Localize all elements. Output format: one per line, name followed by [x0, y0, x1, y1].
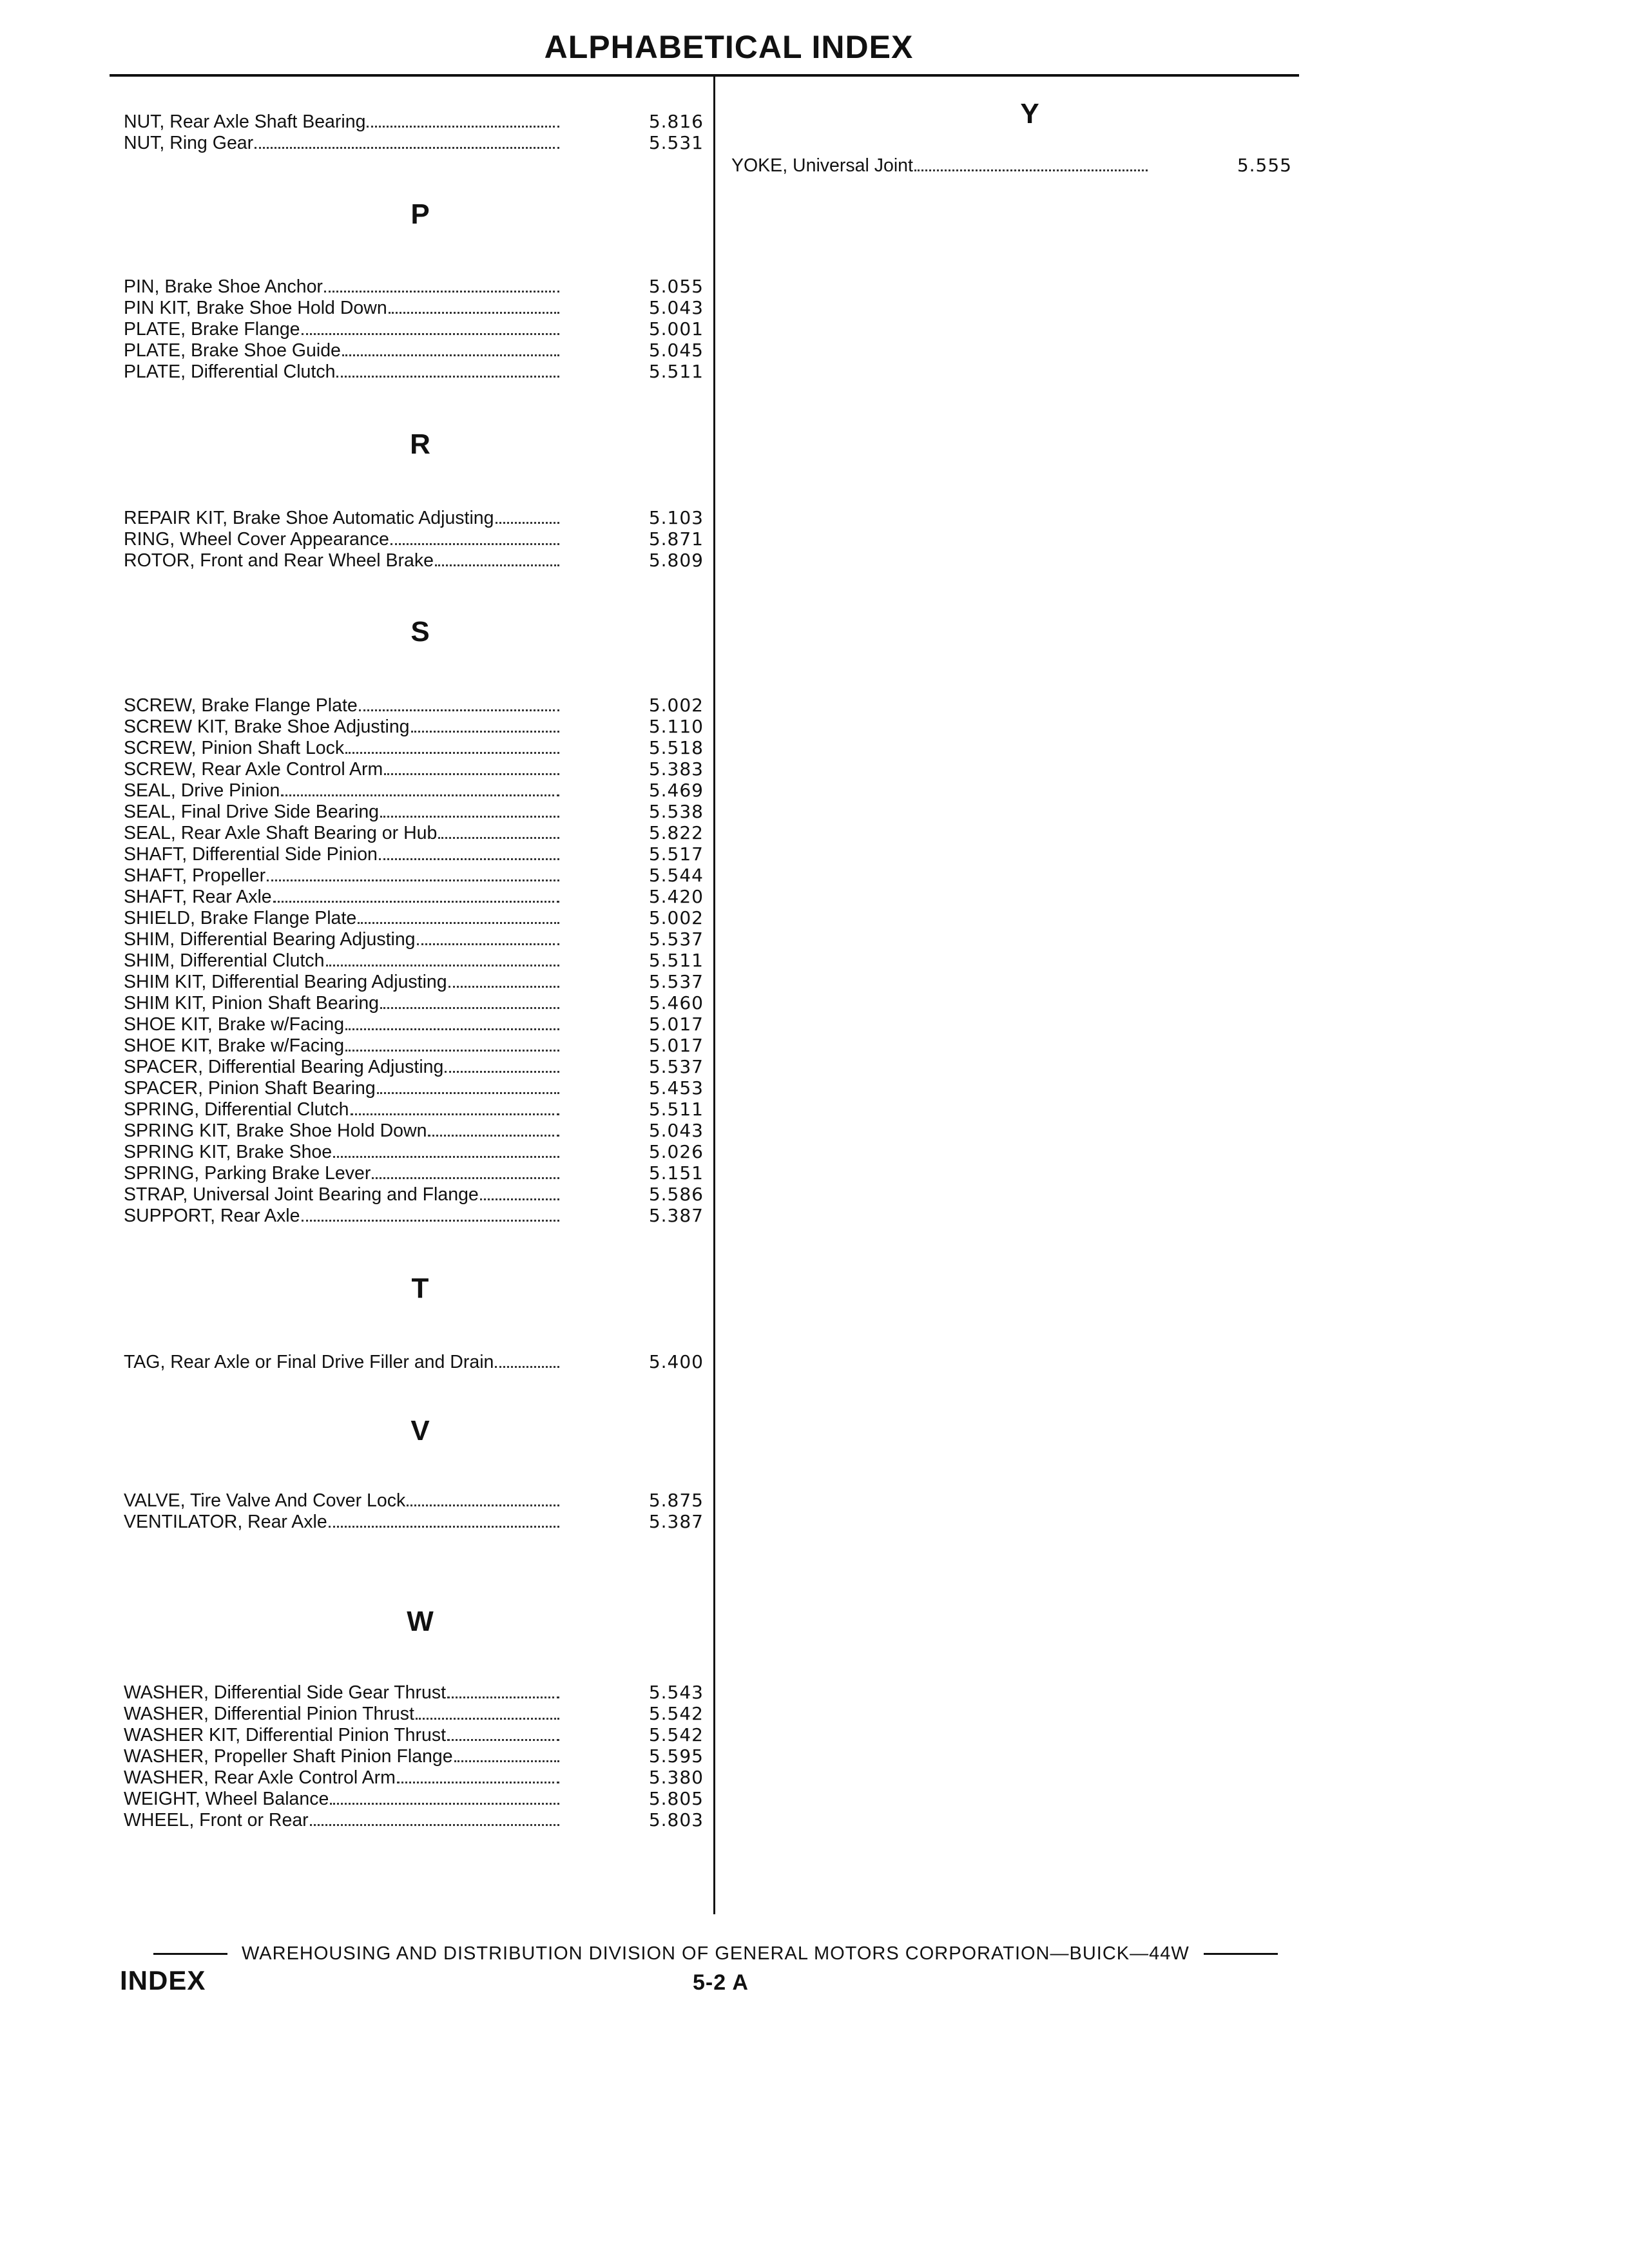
- header-rule: [110, 74, 1299, 77]
- entry-page-number: 5.822: [648, 822, 704, 843]
- entry-name: RING, Wheel Cover Appearance: [124, 529, 389, 550]
- entry-page-number: 5.002: [648, 907, 704, 928]
- entry-page-number: 5.151: [648, 1162, 704, 1184]
- entry-list: [124, 1490, 707, 1532]
- entry-page-number: 5.875: [648, 1490, 704, 1511]
- index-entry: [124, 801, 704, 822]
- index-entry: [731, 155, 1292, 176]
- footer-division-line: [153, 1943, 1320, 1965]
- entry-page-number: 5.002: [648, 695, 704, 716]
- right-column: [731, 98, 1311, 176]
- entry-name: NUT, Rear Axle Shaft Bearing: [124, 111, 366, 132]
- index-entry: [124, 276, 704, 297]
- entry-page-number: 5.544: [648, 865, 704, 886]
- index-entry: [124, 1141, 704, 1162]
- index-entry: [124, 780, 704, 801]
- section-letter-heading: S: [410, 616, 430, 648]
- entry-page-number: 5.518: [648, 737, 704, 758]
- index-entry: [124, 1099, 704, 1120]
- entry-name: WASHER, Propeller Shaft Pinion Flange: [124, 1746, 453, 1767]
- section-letter-heading: R: [410, 428, 430, 460]
- index-section: [124, 616, 707, 1226]
- entry-name: SEAL, Drive Pinion: [124, 780, 280, 801]
- entry-name: SEAL, Final Drive Side Bearing: [124, 802, 380, 822]
- entry-name: SCREW KIT, Brake Shoe Adjusting: [124, 716, 410, 737]
- dot-leader: [380, 802, 559, 818]
- dot-leader: [447, 1682, 559, 1698]
- index-entry: [124, 507, 704, 528]
- page-title: ALPHABETICAL INDEX: [544, 29, 914, 65]
- index-section: [731, 98, 1311, 176]
- entry-page-number: 5.460: [648, 992, 704, 1014]
- entry-name: SUPPORT, Rear Axle: [124, 1206, 300, 1226]
- dot-leader: [389, 298, 559, 314]
- dot-leader: [345, 1014, 559, 1030]
- entry-page-number: 5.043: [648, 1120, 704, 1141]
- footer-page-number: 5-2 A: [693, 1970, 749, 1995]
- entry-page-number: 5.453: [648, 1077, 704, 1099]
- index-section: [124, 428, 707, 571]
- entry-name: WASHER, Differential Pinion Thrust: [124, 1704, 414, 1724]
- entry-name: SHOE KIT, Brake w/Facing: [124, 1014, 345, 1035]
- section-letter-heading: V: [410, 1415, 430, 1446]
- entry-list: [731, 155, 1311, 176]
- entry-name: WASHER, Rear Axle Control Arm: [124, 1767, 396, 1788]
- entry-name: ROTOR, Front and Rear Wheel Brake: [124, 550, 434, 571]
- dot-leader: [438, 823, 559, 839]
- index-entry: [124, 361, 704, 382]
- index-entry: [124, 865, 704, 886]
- entry-name: VALVE, Tire Valve And Cover Lock: [124, 1490, 406, 1511]
- entry-name: SHAFT, Propeller: [124, 865, 266, 886]
- entry-page-number: 5.387: [648, 1511, 704, 1532]
- entry-name: VENTILATOR, Rear Axle: [124, 1512, 327, 1532]
- index-entry: [124, 992, 704, 1014]
- dot-leader: [333, 1142, 559, 1158]
- column-divider: [713, 77, 715, 1914]
- index-entry: [124, 950, 704, 971]
- index-entry: [124, 886, 704, 907]
- entry-page-number: 5.511: [648, 950, 704, 971]
- dot-leader: [914, 155, 1148, 171]
- entry-list: [124, 1351, 707, 1372]
- dot-leader: [367, 111, 559, 128]
- entry-name: SHIM, Differential Clutch: [124, 950, 325, 971]
- section-letter-heading: Y: [1020, 98, 1039, 130]
- entry-page-number: 5.805: [648, 1788, 704, 1809]
- entry-name: YOKE, Universal Joint: [731, 155, 913, 176]
- entry-page-number: 5.586: [648, 1184, 704, 1205]
- dot-leader: [380, 993, 559, 1009]
- entry-page-number: 5.816: [648, 111, 704, 132]
- entry-page-number: 5.517: [648, 843, 704, 865]
- index-entry: [124, 1035, 704, 1056]
- entry-name: WASHER KIT, Differential Pinion Thrust: [124, 1725, 446, 1745]
- entry-page-number: 5.380: [648, 1767, 704, 1788]
- dot-leader: [390, 529, 559, 545]
- entry-page-number: 5.531: [648, 132, 704, 153]
- index-section: [124, 111, 707, 153]
- entry-page-number: 5.555: [1237, 155, 1292, 176]
- entry-name: WHEEL, Front or Rear: [124, 1810, 309, 1831]
- entry-name: SHAFT, Rear Axle: [124, 887, 272, 907]
- entry-page-number: 5.055: [648, 276, 704, 297]
- entry-name: SHOE KIT, Brake w/Facing: [124, 1035, 345, 1056]
- entry-page-number: 5.537: [648, 928, 704, 950]
- footer-division-text: WAREHOUSING AND DISTRIBUTION DIVISION OF GENERAL MOTORS CORPORATION—BUICK—44W: [242, 1943, 1190, 1964]
- entry-name: SPRING, Parking Brake Lever: [124, 1163, 371, 1184]
- index-entry: [124, 1809, 704, 1831]
- entry-name: NUT, Ring Gear: [124, 133, 254, 153]
- index-entry: [124, 340, 704, 361]
- dot-leader: [329, 1512, 559, 1528]
- entry-page-number: 5.103: [648, 507, 704, 528]
- entry-page-number: 5.017: [648, 1014, 704, 1035]
- entry-name: PLATE, Differential Clutch: [124, 361, 336, 382]
- index-entry: [124, 550, 704, 571]
- dot-leader: [302, 319, 559, 335]
- section-letter-heading: P: [410, 198, 430, 230]
- dot-leader: [447, 1725, 559, 1741]
- entry-name: STRAP, Universal Joint Bearing and Flange: [124, 1184, 479, 1205]
- entry-page-number: 5.538: [648, 801, 704, 822]
- entry-name: SHAFT, Differential Side Pinion: [124, 844, 378, 865]
- entry-list: [124, 695, 707, 1226]
- section-letter-heading: W: [407, 1606, 434, 1637]
- entry-page-number: 5.469: [648, 780, 704, 801]
- entry-name: WASHER, Differential Side Gear Thrust: [124, 1682, 446, 1703]
- entry-page-number: 5.595: [648, 1745, 704, 1767]
- dot-leader: [480, 1184, 559, 1200]
- index-entry: [124, 318, 704, 340]
- dot-leader: [411, 716, 559, 733]
- entry-name: SPRING, Differential Clutch: [124, 1099, 349, 1120]
- index-entry: [124, 928, 704, 950]
- index-entry: [124, 111, 704, 132]
- entry-page-number: 5.542: [648, 1724, 704, 1745]
- dot-leader: [372, 1163, 559, 1179]
- entry-name: REPAIR KIT, Brake Shoe Automatic Adjusting: [124, 508, 494, 528]
- dot-leader: [454, 1746, 559, 1762]
- dot-leader: [407, 1490, 559, 1506]
- index-entry: [124, 1056, 704, 1077]
- entry-list: [124, 1682, 707, 1831]
- entry-page-number: 5.400: [648, 1351, 704, 1372]
- entry-name: SCREW, Rear Axle Control Arm: [124, 759, 383, 780]
- entry-name: SHIM KIT, Pinion Shaft Bearing: [124, 993, 380, 1014]
- entry-page-number: 5.110: [648, 716, 704, 737]
- index-entry: [124, 1682, 704, 1703]
- index-entry: [124, 1490, 704, 1511]
- entry-page-number: 5.871: [648, 528, 704, 550]
- index-entry: [124, 1077, 704, 1099]
- index-entry: [124, 1014, 704, 1035]
- entry-name: PLATE, Brake Flange: [124, 319, 300, 340]
- entry-page-number: 5.511: [648, 361, 704, 382]
- dot-leader: [324, 276, 559, 293]
- entry-page-number: 5.420: [648, 886, 704, 907]
- dot-leader: [435, 550, 559, 566]
- entry-page-number: 5.383: [648, 758, 704, 780]
- dot-leader: [397, 1767, 559, 1783]
- entry-page-number: 5.537: [648, 971, 704, 992]
- entry-name: SPRING KIT, Brake Shoe: [124, 1142, 333, 1162]
- index-section: [124, 1415, 707, 1532]
- entry-page-number: 5.511: [648, 1099, 704, 1120]
- entry-page-number: 5.803: [648, 1809, 704, 1831]
- entry-name: WEIGHT, Wheel Balance: [124, 1789, 329, 1809]
- entry-name: SHIELD, Brake Flange Plate: [124, 908, 357, 928]
- index-entry: [124, 1724, 704, 1745]
- dot-leader: [273, 887, 559, 903]
- index-entry: [124, 1511, 704, 1532]
- entry-name: PLATE, Brake Shoe Guide: [124, 340, 341, 361]
- footer-rule-left: [153, 1953, 227, 1955]
- index-entry: [124, 1745, 704, 1767]
- dot-leader: [326, 950, 560, 966]
- index-entry: [124, 1767, 704, 1788]
- dot-leader: [448, 972, 559, 988]
- entry-list: [124, 507, 707, 571]
- entry-name: SPACER, Differential Bearing Adjusting: [124, 1057, 444, 1077]
- entry-page-number: 5.537: [648, 1056, 704, 1077]
- entry-page-number: 5.017: [648, 1035, 704, 1056]
- dot-leader: [330, 1789, 559, 1805]
- index-section: [124, 1273, 707, 1372]
- index-entry: [124, 695, 704, 716]
- left-column: [124, 111, 707, 1831]
- dot-leader: [255, 133, 559, 149]
- entry-page-number: 5.043: [648, 297, 704, 318]
- index-entry: [124, 737, 704, 758]
- entry-name: SHIM KIT, Differential Bearing Adjusting: [124, 972, 447, 992]
- entry-name: SHIM, Differential Bearing Adjusting: [124, 929, 416, 950]
- index-entry: [124, 758, 704, 780]
- dot-leader: [377, 1078, 559, 1094]
- index-entry: [124, 1184, 704, 1205]
- dot-leader: [379, 844, 559, 860]
- index-entry: [124, 1120, 704, 1141]
- entry-list: [124, 276, 707, 382]
- index-entry: [124, 132, 704, 153]
- index-entry: [124, 716, 704, 737]
- dot-leader: [496, 508, 559, 524]
- entry-name: SPRING KIT, Brake Shoe Hold Down: [124, 1120, 427, 1141]
- index-entry: [124, 1205, 704, 1226]
- entry-name: SPACER, Pinion Shaft Bearing: [124, 1078, 376, 1099]
- entry-page-number: 5.026: [648, 1141, 704, 1162]
- dot-leader: [359, 695, 559, 711]
- dot-leader: [345, 738, 559, 754]
- index-entry: [124, 843, 704, 865]
- entry-list: [124, 111, 707, 153]
- dot-leader: [281, 780, 559, 796]
- dot-leader: [342, 340, 559, 356]
- dot-leader: [345, 1035, 559, 1052]
- entry-name: SCREW, Brake Flange Plate: [124, 695, 358, 716]
- dot-leader: [416, 1704, 559, 1720]
- dot-leader: [428, 1120, 559, 1137]
- index-entry: [124, 907, 704, 928]
- entry-name: SEAL, Rear Axle Shaft Bearing or Hub: [124, 823, 438, 843]
- index-entry: [124, 971, 704, 992]
- index-section: [124, 198, 707, 382]
- entry-name: SCREW, Pinion Shaft Lock: [124, 738, 345, 758]
- dot-leader: [495, 1352, 559, 1368]
- footer-section-label: INDEX: [120, 1965, 206, 1995]
- section-letter-heading: T: [411, 1273, 429, 1304]
- dot-leader: [267, 865, 559, 881]
- dot-leader: [358, 908, 559, 924]
- entry-name: PIN KIT, Brake Shoe Hold Down: [124, 298, 387, 318]
- dot-leader: [351, 1099, 559, 1115]
- index-section: [124, 1606, 707, 1831]
- dot-leader: [417, 929, 559, 945]
- index-entry: [124, 528, 704, 550]
- entry-page-number: 5.045: [648, 340, 704, 361]
- dot-leader: [384, 759, 559, 775]
- index-entry: [124, 1788, 704, 1809]
- dot-leader: [336, 361, 559, 378]
- index-entry: [124, 1703, 704, 1724]
- entry-page-number: 5.809: [648, 550, 704, 571]
- dot-leader: [302, 1206, 560, 1222]
- dot-leader: [445, 1057, 559, 1073]
- entry-page-number: 5.543: [648, 1682, 704, 1703]
- entry-page-number: 5.542: [648, 1703, 704, 1724]
- footer-rule-right: [1204, 1953, 1278, 1955]
- entry-name: PIN, Brake Shoe Anchor: [124, 276, 323, 297]
- dot-leader: [310, 1810, 559, 1826]
- entry-page-number: 5.001: [648, 318, 704, 340]
- index-entry: [124, 1162, 704, 1184]
- index-entry: [124, 297, 704, 318]
- entry-name: TAG, Rear Axle or Final Drive Filler and Drain: [124, 1352, 494, 1372]
- entry-page-number: 5.387: [648, 1205, 704, 1226]
- index-entry: [124, 822, 704, 843]
- index-entry: [124, 1351, 704, 1372]
